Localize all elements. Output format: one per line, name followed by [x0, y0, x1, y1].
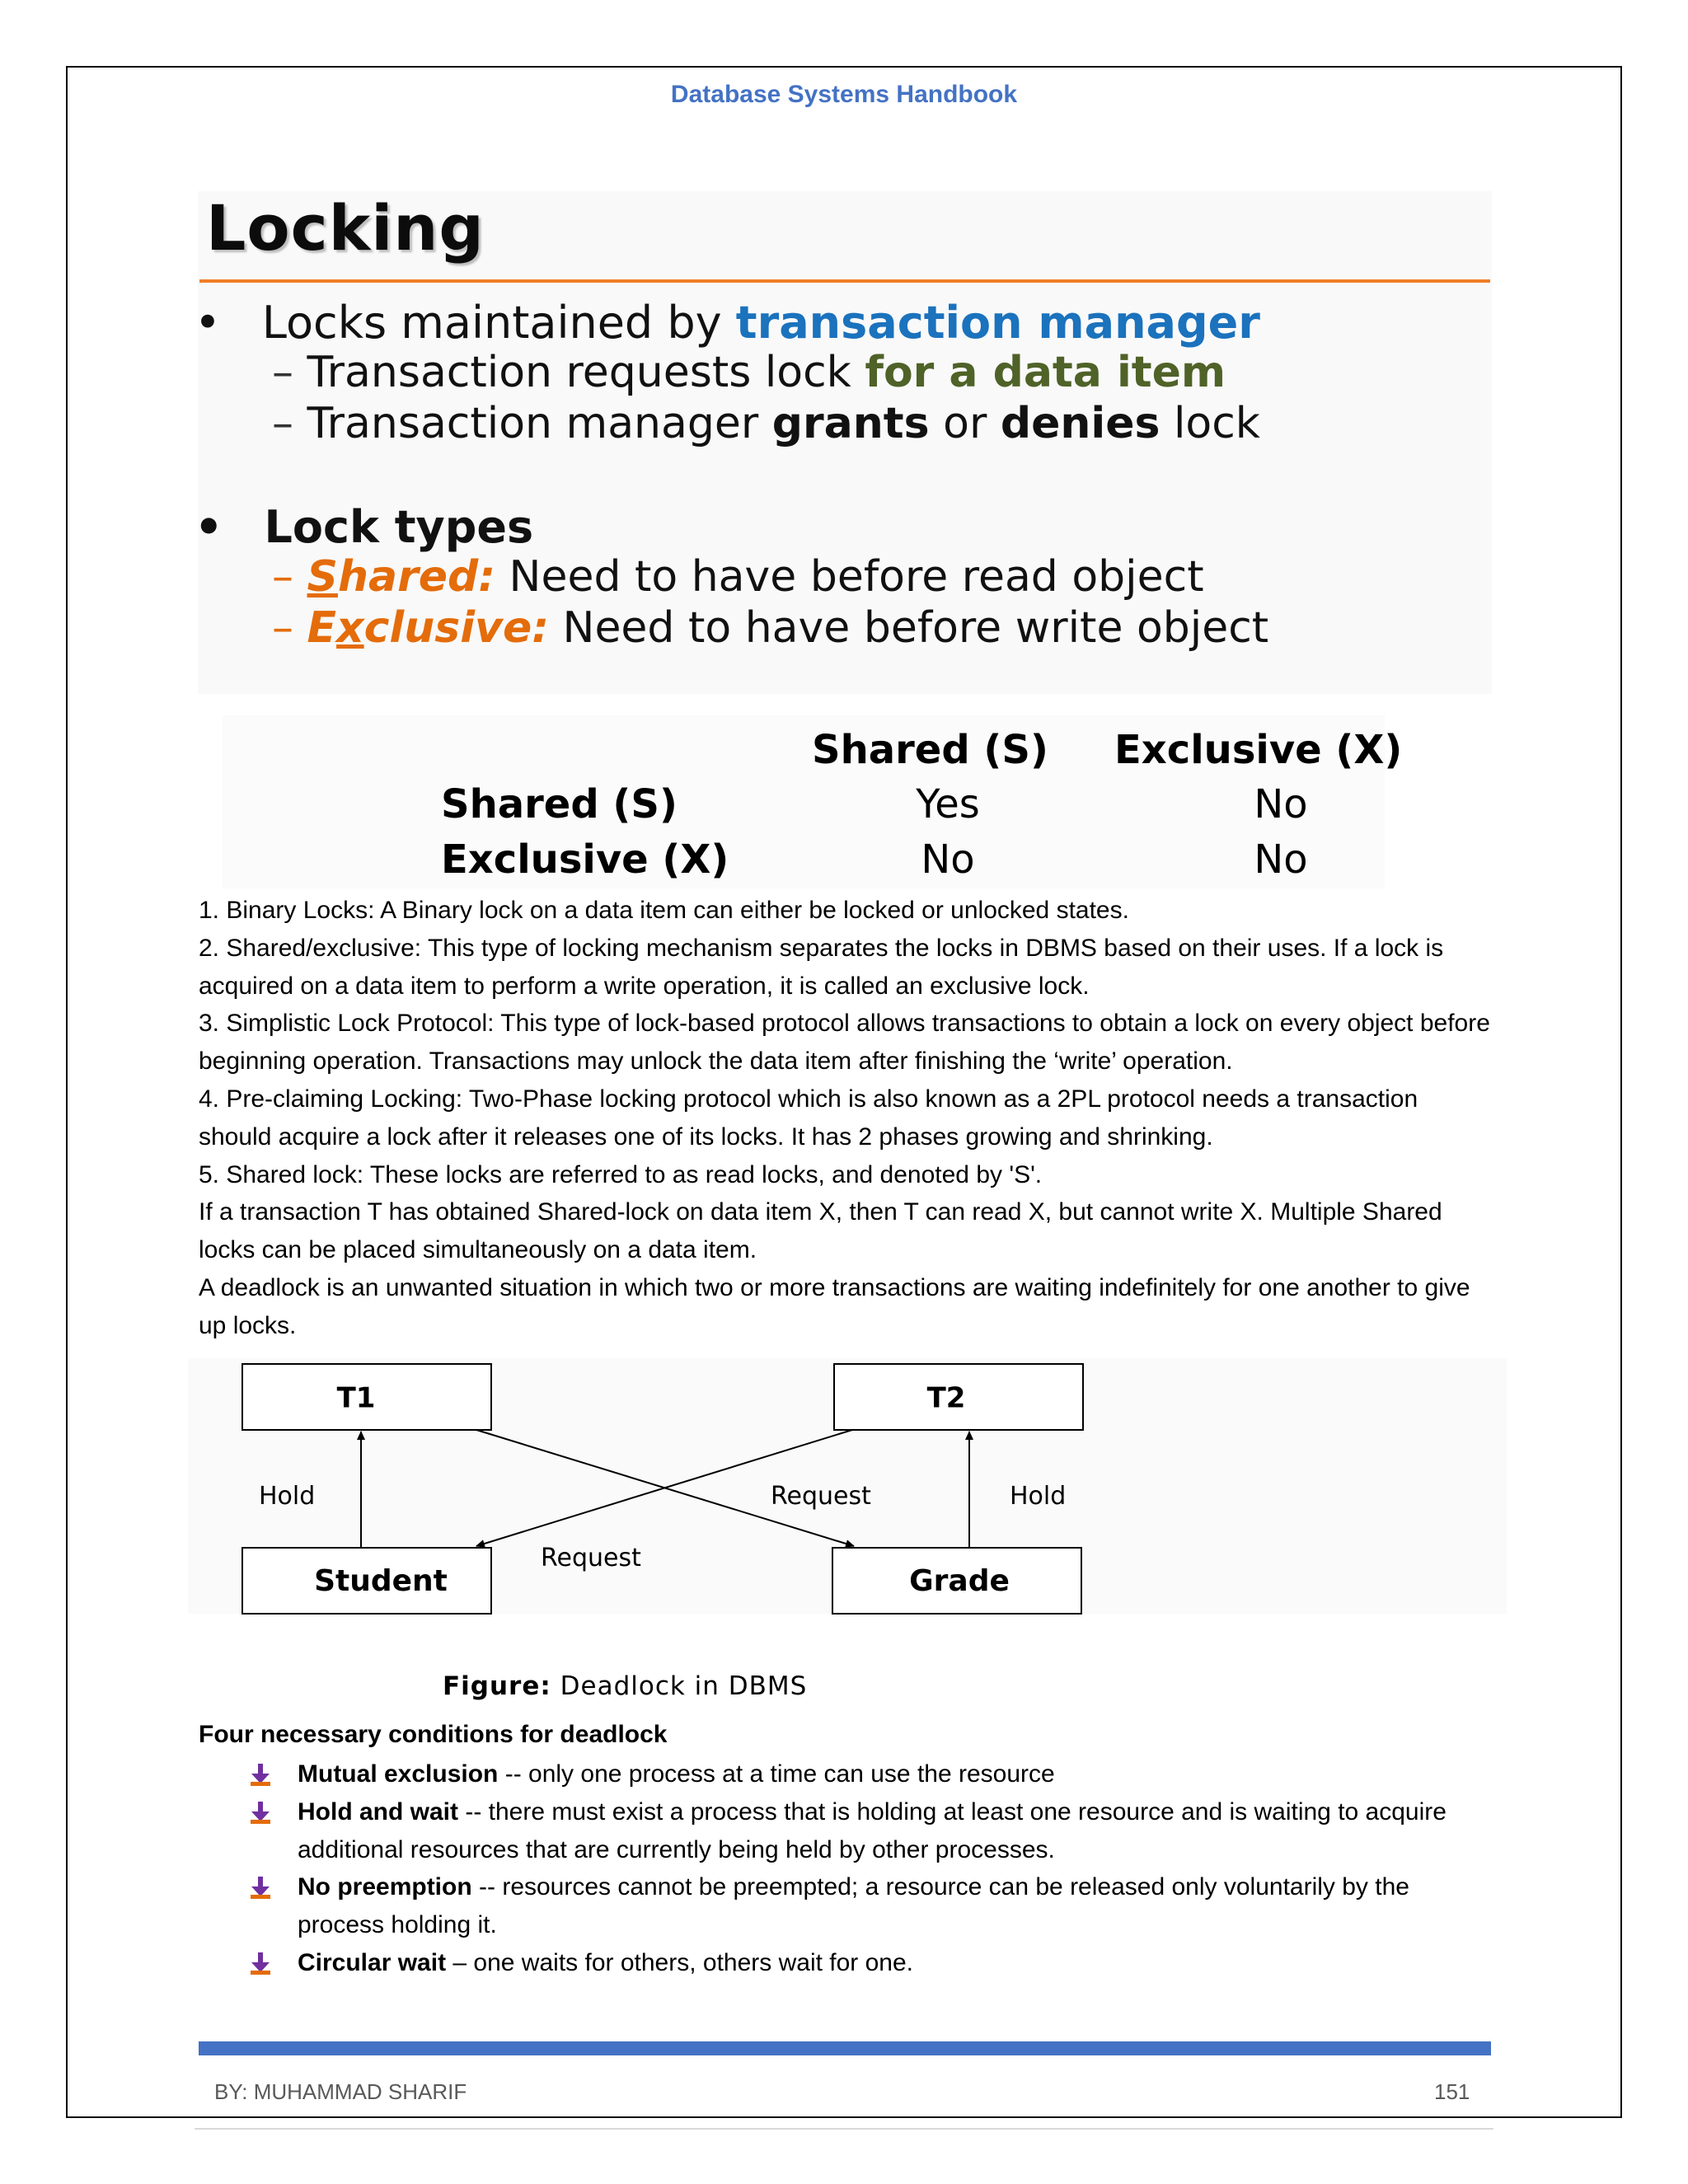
- bottom-divider: [195, 2128, 1493, 2130]
- paragraph-shared-lock: 5. Shared lock: These locks are referred to as read locks, and denoted by 'S'.: [199, 1160, 1043, 1188]
- figure-caption-text: Deadlock in DBMS: [551, 1671, 808, 1701]
- footer-author: BY: MUHAMMAD SHARIF: [214, 2079, 467, 2104]
- slide-title: Locking: [206, 191, 485, 265]
- shared-desc: Need to have before read object: [495, 552, 1204, 602]
- t1-label: T1: [336, 1381, 376, 1415]
- exclusive-initial: E: [307, 603, 337, 653]
- dash-symbol: –: [272, 348, 293, 397]
- paragraph-shared-lock-detail: If a transaction T has obtained Shared-lock on data item X, then T can read X, but cannot write X. Multiple Shared locks can be placed simultaneously on a data item.: [199, 1198, 1442, 1264]
- bullet-1-text: Locks maintained by: [261, 297, 736, 349]
- sub-1-highlight: for a data item: [865, 348, 1226, 397]
- hold-label-left: Hold: [259, 1482, 316, 1511]
- condition-term: Circular wait: [298, 1948, 447, 1976]
- dash-symbol: –: [272, 552, 293, 602]
- matrix-col-header-exclusive: Exclusive (X): [1114, 727, 1403, 773]
- exclusive-rest: clusive:: [363, 603, 550, 653]
- matrix-cell-xx: No: [1254, 837, 1308, 883]
- lock-types-title: Lock types: [264, 501, 534, 553]
- matrix-cell-ss: Yes: [916, 781, 980, 827]
- paragraph-shared-exclusive: 2. Shared/exclusive: This type of locking mechanism separates the locks in DBMS based on their uses. If a lock is acquired on a data item to perform a write operation, it is called an exclusive lock.: [199, 934, 1444, 1000]
- conditions-list: [199, 1755, 1501, 1982]
- sub-2-post: lock: [1160, 399, 1260, 448]
- request-label-upper: Request: [771, 1482, 871, 1511]
- condition-term: No preemption: [298, 1873, 472, 1901]
- arrow-bullet-icon: [248, 1875, 273, 1900]
- sub-2-pre: Transaction manager: [307, 399, 772, 448]
- conditions-heading: Four necessary conditions for deadlock: [199, 1721, 668, 1748]
- arrow-bullet-icon: [248, 1762, 273, 1787]
- arrow-bullet-icon: [248, 1951, 273, 1975]
- condition-desc: -- resources cannot be preempted; a resource can be released only voluntarily by the process holding it.: [298, 1873, 1409, 1939]
- paragraph-simplistic-lock: 3. Simplistic Lock Protocol: This type of lock-based protocol allows transactions to obtain a lock on every object before beginning operation. Transactions may unlock the data item after finishing the ‘write’ operation.: [199, 1010, 1490, 1076]
- paragraph-deadlock-definition: A deadlock is an unwanted situation in which two or more transactions are waiting indefinitely for one another to give up locks.: [199, 1273, 1470, 1339]
- bullet-dot: •: [195, 501, 223, 553]
- bullet-1-highlight: transaction manager: [735, 297, 1260, 349]
- sub-2-mid: or: [929, 399, 1001, 448]
- student-label: Student: [314, 1564, 448, 1598]
- exclusive-desc: Need to have before write object: [549, 603, 1269, 653]
- matrix-cell-sx: No: [1254, 781, 1308, 827]
- matrix-row-header-exclusive: Exclusive (X): [441, 837, 729, 883]
- condition-term: Mutual exclusion: [298, 1760, 499, 1788]
- figure-caption: [443, 1671, 807, 1701]
- paragraph-binary-locks: 1. Binary Locks: A Binary lock on a data item can either be locked or unlocked states.: [199, 897, 1129, 924]
- hold-label-right: Hold: [1010, 1482, 1067, 1511]
- paragraph-pre-claiming: 4. Pre-claiming Locking: Two-Phase locking protocol which is also known as a 2PL protocol needs a transaction should acquire a lock after it releases one of its locks. It has 2 phases growing and shrinking.: [199, 1085, 1418, 1151]
- list-item: [199, 1793, 1501, 1869]
- matrix-col-header-shared: Shared (S): [812, 727, 1048, 773]
- request-label-lower: Request: [541, 1544, 641, 1572]
- t2-label: T2: [926, 1381, 966, 1415]
- condition-desc: -- there must exist a process that is holding at least one resource and is waiting to acquire additional resources that are currently being held by other processes.: [298, 1797, 1447, 1863]
- figure-caption-label: Figure:: [443, 1671, 551, 1701]
- shared-rest: hared:: [337, 552, 496, 602]
- shared-initial: S: [307, 552, 338, 602]
- matrix-cell-xs: No: [921, 837, 975, 883]
- condition-desc: -- only one process at a time can use the resource: [498, 1760, 1055, 1788]
- sub-2-grants: grants: [771, 399, 930, 448]
- sub-2-denies: denies: [1000, 399, 1160, 448]
- bullet-dot: •: [195, 297, 221, 349]
- matrix-row-header-shared: Shared (S): [441, 781, 678, 827]
- exclusive-underlined: x: [336, 603, 364, 653]
- list-item: [199, 1944, 1501, 1982]
- dash-symbol: –: [272, 603, 293, 653]
- arrow-bullet-icon: [248, 1800, 273, 1825]
- page-number: 151: [1434, 2079, 1470, 2104]
- list-item: [199, 1868, 1501, 1944]
- running-header: Database Systems Handbook: [670, 81, 1018, 108]
- dash-symbol: –: [272, 399, 293, 448]
- condition-desc: – one waits for others, others wait for one.: [446, 1948, 914, 1976]
- condition-term: Hold and wait: [298, 1797, 458, 1825]
- footer-bar: [199, 2041, 1491, 2055]
- sub-1-text: Transaction requests lock: [307, 348, 865, 397]
- list-item: [199, 1755, 1501, 1793]
- grade-label: Grade: [909, 1564, 1010, 1598]
